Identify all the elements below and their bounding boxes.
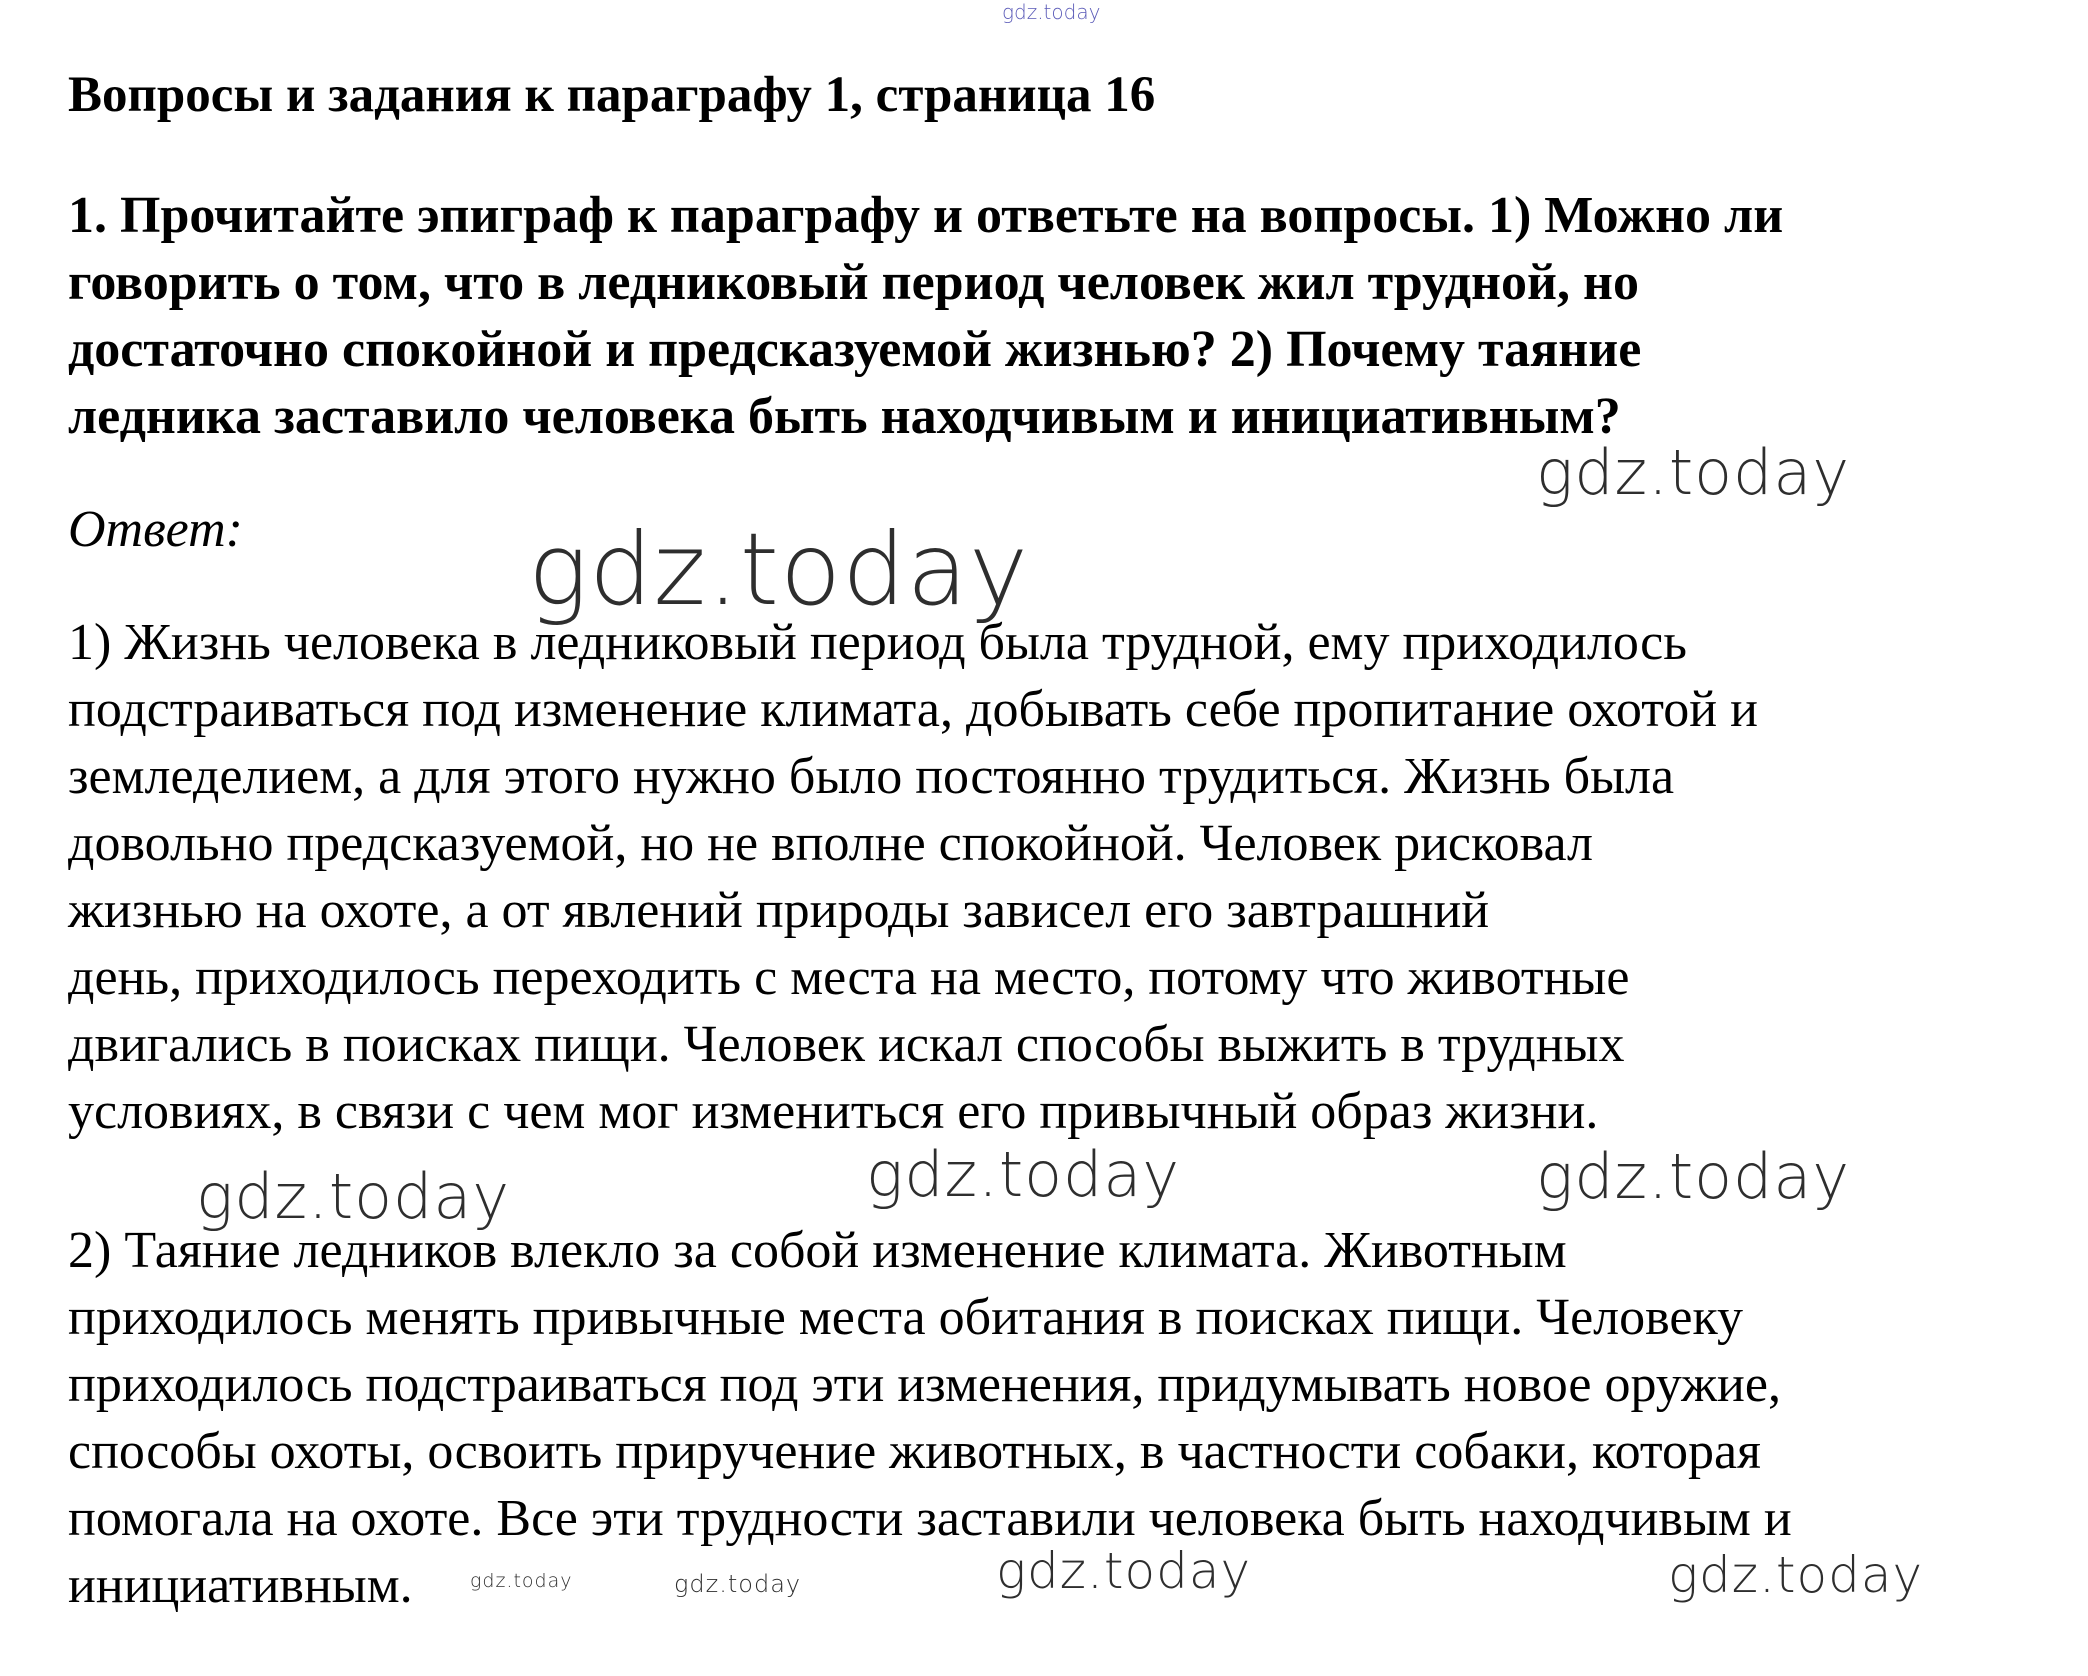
answer-paragraph-1 <box>68 609 2048 1145</box>
answer-label: Ответ: <box>68 501 243 558</box>
watermark-text: gdz.today <box>674 1570 802 1598</box>
question-line: ледника заставило человека быть находчивым и инициативным? <box>68 388 1621 445</box>
answer-line: инициативным. <box>68 1557 413 1614</box>
question-line: достаточно спокойной и предсказуемой жизнью? 2) Почему таяние <box>68 321 1642 378</box>
question-line: говорить о том, что в ледниковый период человек жил трудной, но <box>68 254 1639 311</box>
watermark-text: gdz.today <box>196 1160 511 1233</box>
watermark-text: gdz.today <box>1002 0 1101 24</box>
answer-line: приходилось подстраиваться под эти изменения, придумывать новое оружие, <box>68 1356 1781 1413</box>
answer-paragraph-2 <box>68 1217 2048 1619</box>
page-title: Вопросы и задания к параграфу 1, страница 16 <box>68 67 1156 123</box>
answer-line: земледелием, а для этого нужно было постоянно трудиться. Жизнь была <box>68 748 1675 805</box>
answer-line: день, приходилось переходить с места на место, потому что животные <box>68 949 1630 1006</box>
answer-line: приходилось менять привычные места обитания в поисках пищи. Человеку <box>68 1289 1743 1346</box>
answer-line: довольно предсказуемой, но не вполне спокойной. Человек рисковал <box>68 815 1593 872</box>
watermark-text: gdz.today <box>528 511 1030 628</box>
watermark-text: gdz.today <box>1536 436 1851 509</box>
answer-line: 2) Таяние ледников влекло за собой изменение климата. Животным <box>68 1222 1567 1279</box>
answer-line: жизнью на охоте, а от явлений природы зависел его завтрашний <box>68 882 1490 939</box>
watermark-text: gdz.today <box>470 1570 573 1592</box>
watermark-text: gdz.today <box>1668 1546 1924 1604</box>
watermark-text: gdz.today <box>866 1138 1181 1211</box>
question-text <box>68 182 2048 450</box>
answer-line: двигались в поисках пищи. Человек искал способы выжить в трудных <box>68 1016 1625 1073</box>
watermark-text: gdz.today <box>1536 1140 1851 1213</box>
answer-line: подстраиваться под изменение климата, добывать себе пропитание охотой и <box>68 681 1758 738</box>
answer-line: условиях, в связи с чем мог измениться его привычный образ жизни. <box>68 1083 1599 1140</box>
answer-line: 1) Жизнь человека в ледниковый период была трудной, ему приходилось <box>68 614 1687 671</box>
answer-line: помогала на охоте. Все эти трудности заставили человека быть находчивым и <box>68 1490 1792 1547</box>
watermark-text: gdz.today <box>996 1542 1252 1600</box>
question-line: 1. Прочитайте эпиграф к параграфу и ответьте на вопросы. 1) Можно ли <box>68 187 1784 244</box>
answer-line: способы охоты, освоить приручение животных, в частности собаки, которая <box>68 1423 1761 1480</box>
